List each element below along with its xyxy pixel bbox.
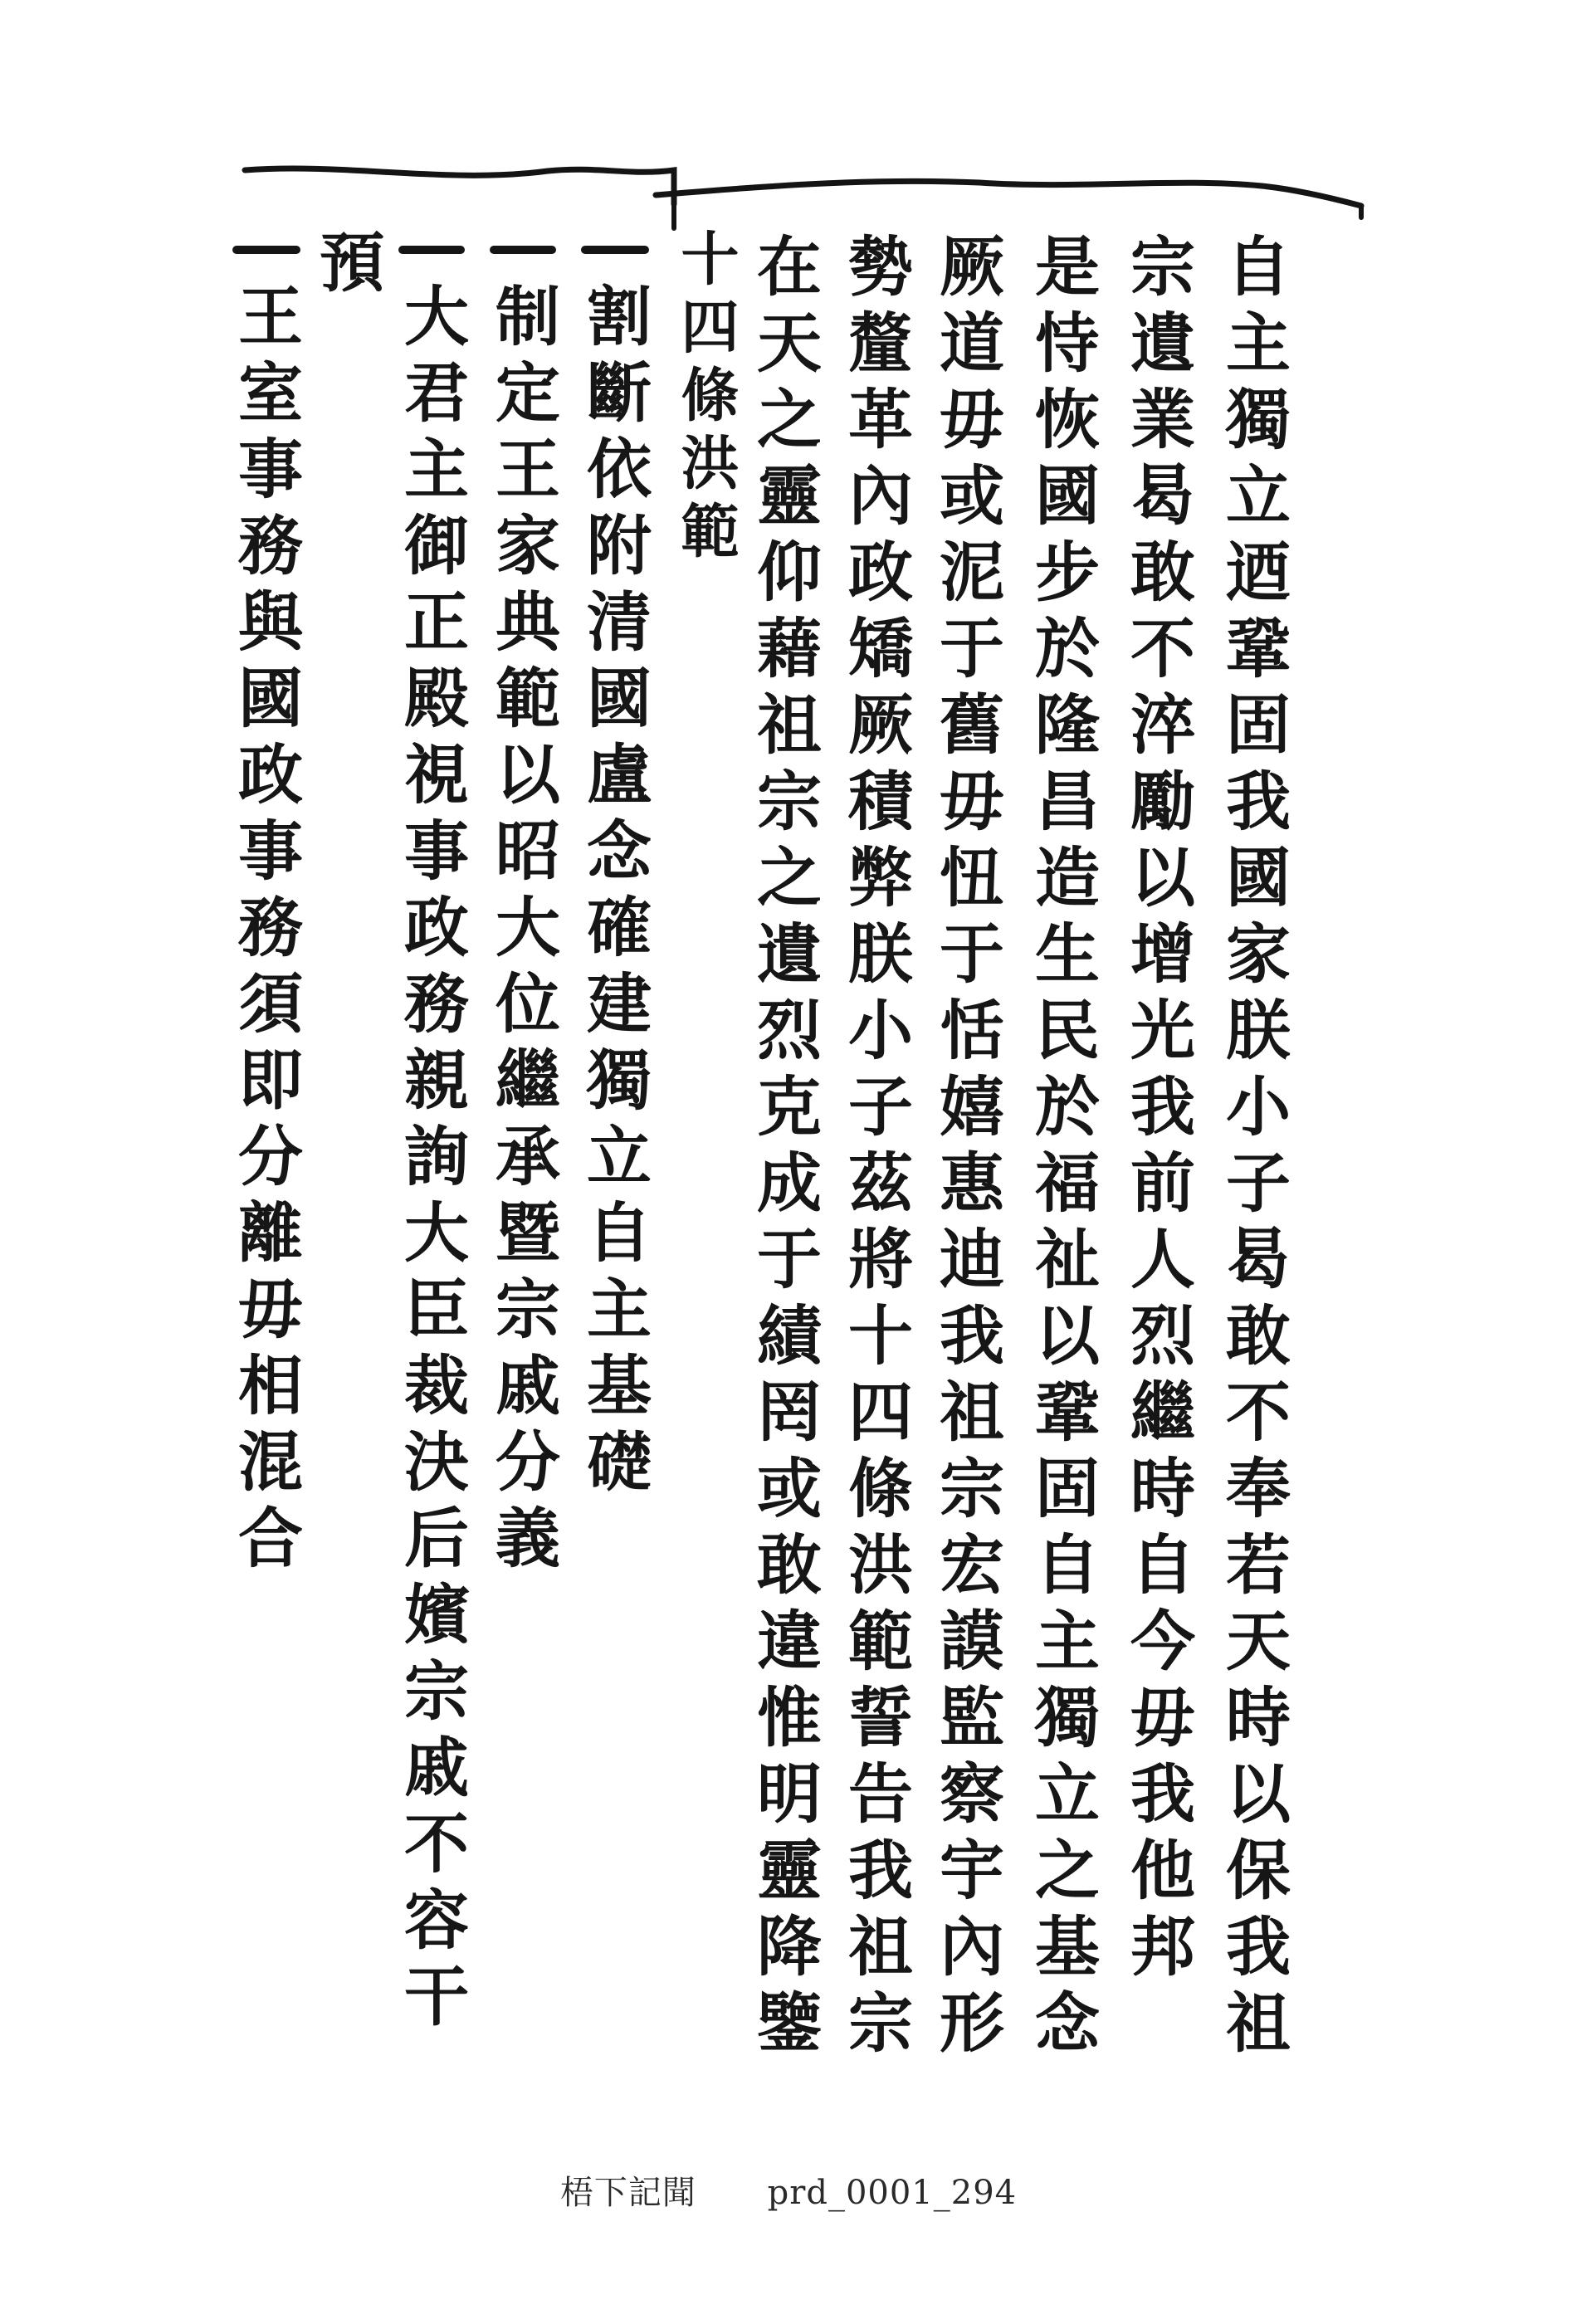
- text-column-3: 是恃恢國步於隆昌造生民於福祉以鞏固自主獨立之基念: [1024, 232, 1100, 2065]
- item-2-text: 制定王家典範以昭大位繼承暨宗戚分義: [485, 282, 560, 1580]
- text-column-1: 自主獨立迺鞏固我國家朕小子曷敢不奉若天時以保我祖: [1215, 232, 1291, 2065]
- item-4-text: 王室事務與國政事務須即分離毋相混合: [227, 282, 303, 1580]
- text-column-5: 勢釐革內政矯厥積弊朕小子茲將十四條洪範誓告我祖宗: [837, 232, 913, 2065]
- item-3-text: 大君主御正殿視事政務親詢大臣裁決后嬪宗戚不容干: [393, 282, 469, 2038]
- item-3-continuation: 預: [309, 228, 384, 305]
- item-1-text: 割斷依附清國盧念確建獨立自主基礎: [576, 282, 652, 1504]
- item-marker-3: [398, 246, 465, 254]
- item-marker-2: [490, 246, 556, 254]
- footer-title: 梧下記聞: [559, 2174, 696, 2212]
- footer-page-code: prd_0001_294: [767, 2174, 1018, 2212]
- page-footer: [0, 2166, 1577, 2214]
- text-column-2: 宗遺業曷敢不淬勵以增光我前人烈繼時自今毋我他邦: [1120, 232, 1195, 1989]
- text-column-4: 厥道毋或泥于舊毋忸于恬嬉惠迪我祖宗宏謨監察宇內形: [929, 232, 1004, 2065]
- item-marker-4: [232, 246, 300, 254]
- ruled-border: [0, 0, 1577, 249]
- text-column-6: 在天之靈仰藉祖宗之遺烈克成于績罔或敢違惟明靈降鑒: [746, 232, 822, 2065]
- item-marker-1: [581, 246, 649, 254]
- section-heading: 十四條洪範: [671, 228, 740, 569]
